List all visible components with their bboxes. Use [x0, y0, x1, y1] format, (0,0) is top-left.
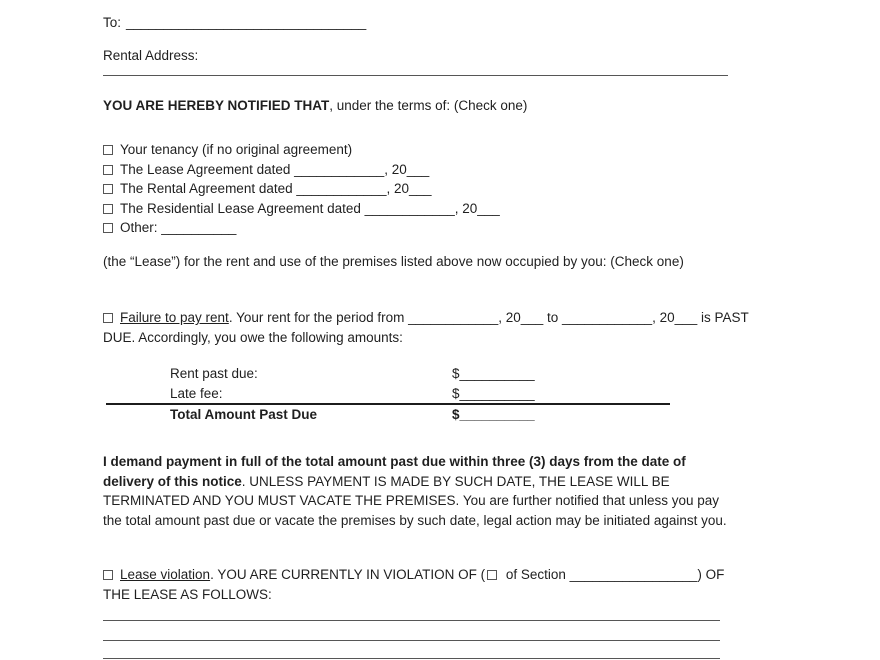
- violation-line-1: [103, 565, 724, 585]
- to-label: To:: [103, 15, 122, 30]
- notified-bold-text: YOU ARE HEREBY NOTIFIED THAT: [103, 98, 330, 113]
- rental-address-label: Rental Address:: [103, 48, 199, 63]
- lease-options-list: [103, 140, 500, 238]
- demand-line: [103, 472, 727, 492]
- rent-past-due-label: Rent past due:: [170, 366, 258, 381]
- late-fee-blank: $__________: [452, 385, 535, 401]
- amount-row-late-fee: [170, 384, 535, 404]
- amount-row-rent-past-due: [170, 364, 535, 384]
- to-line: [103, 13, 366, 33]
- violation-blank-line-1: [103, 620, 720, 621]
- demand-line: [103, 491, 727, 511]
- to-blank-line: ________________________________: [126, 15, 367, 30]
- failure-rest-text: . Your rent for the period from ____________, 20___ to ____________, 20___ is PAST: [228, 310, 749, 325]
- option-label: The Rental Agreement dated ____________, 20___: [120, 181, 432, 196]
- failure-underlined-text: Failure to pay rent: [120, 310, 229, 325]
- rent-past-due-blank: $__________: [452, 366, 535, 381]
- violation-underlined-text: Lease violation: [120, 567, 211, 582]
- checkbox-lease-agreement[interactable]: [103, 165, 113, 175]
- total-amount-label: Total Amount Past Due: [170, 406, 318, 422]
- option-label: The Lease Agreement dated ____________, 20___: [120, 161, 430, 177]
- amounts-table: [170, 364, 535, 403]
- checkbox-lease-violation[interactable]: [103, 570, 113, 580]
- violation-blank-line-3: [103, 658, 720, 659]
- checkbox-of-section[interactable]: [487, 570, 497, 580]
- notified-line: [103, 96, 527, 116]
- lease-option-row: [103, 218, 500, 238]
- amount-row-total: [170, 405, 535, 425]
- lease-violation-section: [103, 565, 724, 604]
- lease-option-row: [103, 160, 500, 180]
- option-label: The Residential Lease Agreement dated ____________, 20___: [120, 200, 500, 216]
- violation-line-2: THE LEASE AS FOLLOWS:: [103, 586, 272, 602]
- violation-end-text: of Section _________________) OF: [502, 567, 725, 582]
- violation-mid-text: . YOU ARE CURRENTLY IN VIOLATION OF (: [210, 567, 486, 582]
- lease-intro-text: (the “Lease”) for the rent and use of the premises listed above now occupied by you: (Check one): [103, 254, 684, 269]
- checkbox-failure-to-pay-rent[interactable]: [103, 313, 113, 323]
- demand-regular-text: TERMINATED AND YOU MUST VACATE THE PREMISES. You are further notified that unless you pay: [103, 493, 719, 508]
- option-label: Your tenancy (if no original agreement): [120, 142, 353, 157]
- lease-option-row: [103, 199, 500, 219]
- checkbox-your-tenancy[interactable]: [103, 145, 113, 155]
- demand-paragraph: [103, 452, 727, 530]
- rental-address-blank-line: [103, 75, 728, 76]
- demand-bold-text: I demand payment in full of the total amount past due within three (3) days from the date of: [103, 454, 686, 469]
- lease-option-row: [103, 140, 500, 160]
- option-label: Other: __________: [120, 220, 237, 235]
- demand-line: [103, 511, 727, 531]
- demand-regular-text: . UNLESS PAYMENT IS MADE BY SUCH DATE, THE LEASE WILL BE: [241, 473, 670, 489]
- late-fee-label: Late fee:: [170, 385, 223, 401]
- lease-option-row: [103, 179, 500, 199]
- checkbox-residential-lease-agreement[interactable]: [103, 204, 113, 214]
- notified-regular-text: , under the terms of: (Check one): [329, 98, 528, 113]
- violation-blank-line-2: [103, 640, 720, 641]
- failure-line-2: DUE. Accordingly, you owe the following amounts:: [103, 329, 403, 345]
- demand-bold-text: delivery of this notice: [103, 473, 242, 489]
- demand-regular-text: the total amount past due or vacate the premises by such date, legal action may be initiated against you.: [103, 512, 727, 528]
- demand-line: [103, 452, 727, 472]
- checkbox-rental-agreement[interactable]: [103, 184, 113, 194]
- checkbox-other[interactable]: [103, 223, 113, 233]
- total-amount-blank: $__________: [452, 406, 535, 422]
- failure-to-pay-rent-section: [103, 308, 749, 347]
- failure-line-1: [103, 308, 749, 328]
